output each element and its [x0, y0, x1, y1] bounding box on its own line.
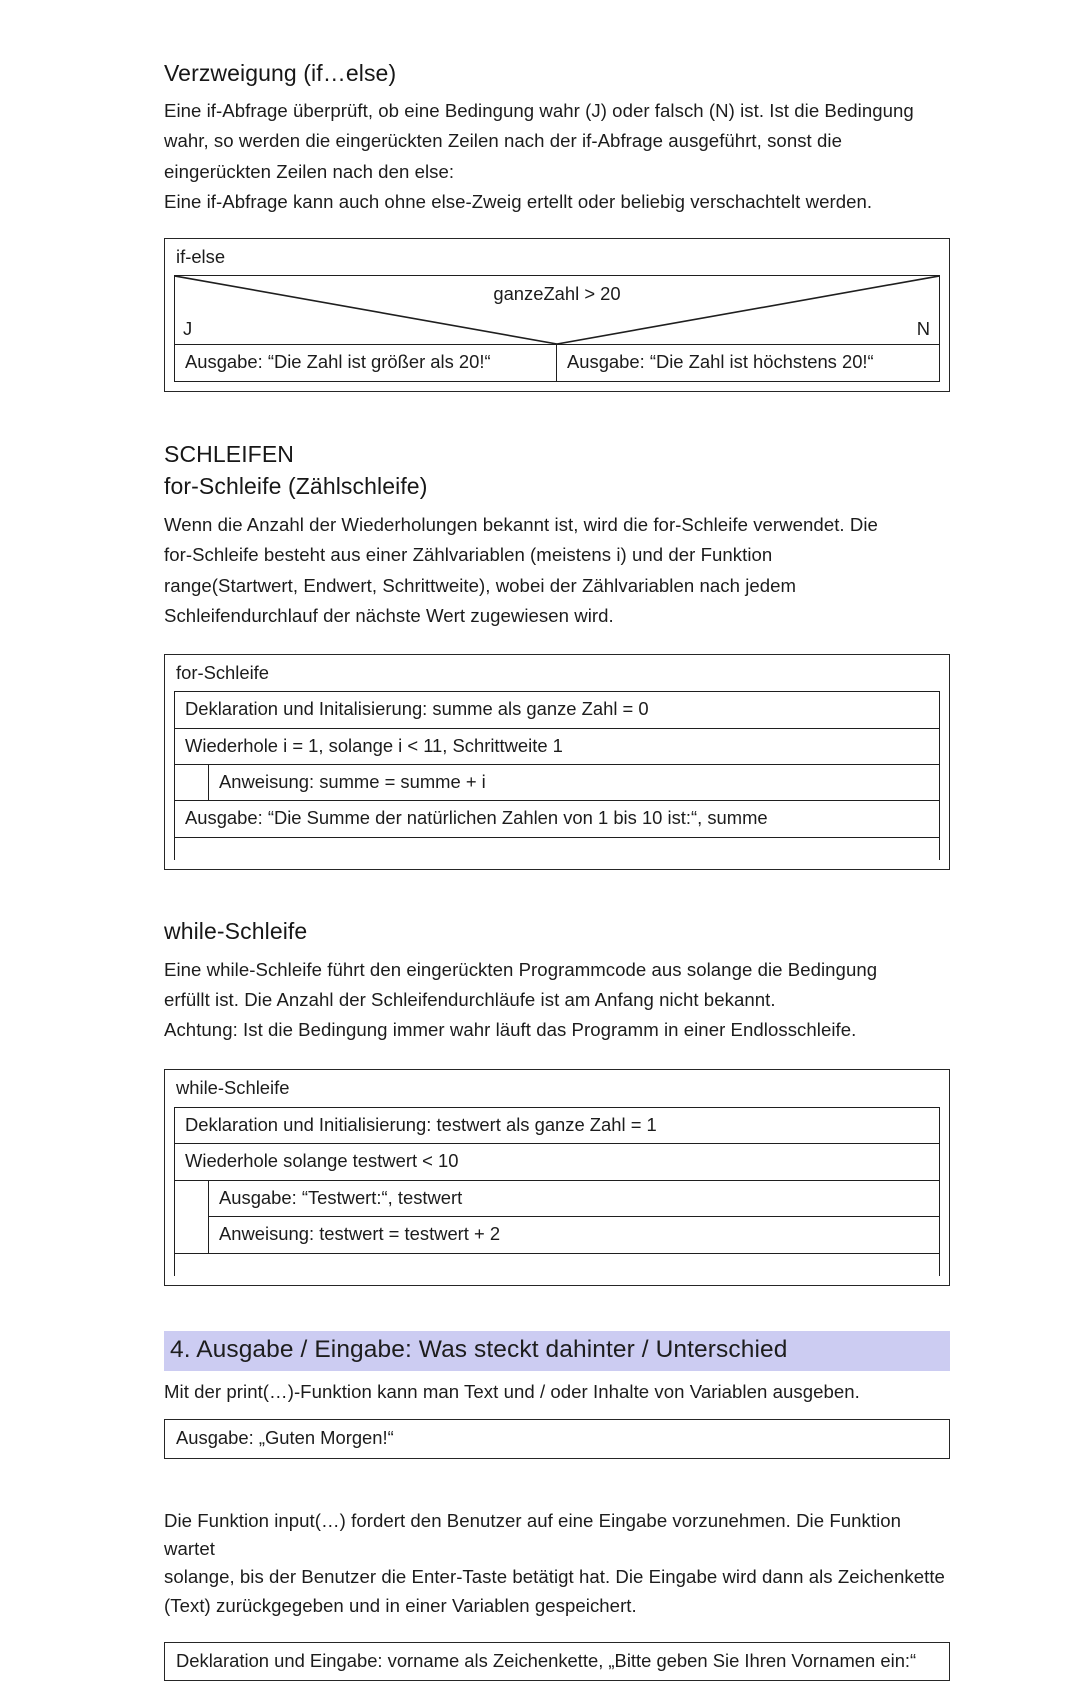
structogram-title: while-Schleife [176, 1077, 290, 1099]
structogram-row-nested: Ausgabe: “Testwert:“, testwert [209, 1181, 939, 1217]
structogram-body [174, 1107, 940, 1276]
heading-for-schleife: for-Schleife (Zählschleife) [164, 472, 428, 499]
structogram-title: if-else [176, 245, 226, 267]
structogram-row-loop-header: Wiederhole solange testwert < 10 [175, 1144, 939, 1180]
structogram-row-nested: Anweisung: testwert = testwert + 2 [219, 1223, 501, 1245]
branch-cells [175, 345, 939, 381]
structogram-row-nested: Anweisung: summe = summe + i [219, 770, 486, 792]
structogram-nested-block [175, 765, 939, 801]
paragraph-line: Eine if-Abfrage überprüft, ob eine Bedingung wahr (J) oder falsch (N) ist. Ist die Bedingung [164, 100, 914, 122]
paragraph-for-schleife [164, 510, 950, 630]
structogram-row-declaration: Deklaration und Initalisierung: summe als ganze Zahl = 0 [175, 692, 939, 728]
structogram-row-loop-header: Wiederhole i = 1, solange i < 11, Schrittweite 1 [175, 729, 939, 765]
paragraph-line: solange, bis der Benutzer die Enter-Taste betätigt hat. Die Eingabe wird dann als Zeichenkette [164, 1566, 945, 1588]
box-deklaration-eingabe: Deklaration und Eingabe: vorname als Zeichenkette, „Bitte geben Sie Ihren Vornamen ein:“ [164, 1642, 950, 1681]
structogram-footer-gap [175, 1254, 939, 1276]
paragraph-line: for-Schleife besteht aus einer Zählvariablen (meistens i) und der Funktion [164, 544, 773, 566]
structogram-body [174, 275, 940, 381]
structogram-nested-block [175, 1181, 939, 1254]
paragraph-while-schleife [164, 955, 950, 1045]
section-heading-highlight [164, 1331, 950, 1372]
branch-true-label: J [183, 317, 193, 339]
structogram-if-else [164, 238, 950, 392]
structogram-row-output: Ausgabe: “Die Summe der natürlichen Zahlen von 1 bis 10 ist:“, summe [175, 801, 939, 837]
structogram-title: for-Schleife [176, 661, 270, 683]
paragraph-line: Eine while-Schleife führt den eingerückten Programmcode aus solange die Bedingung [164, 959, 878, 981]
paragraph-verzweigung [164, 96, 950, 216]
section-heading-io: 4. Ausgabe / Eingabe: Was steckt dahinter / Unterschied [170, 1335, 788, 1363]
structogram-footer-gap [175, 838, 939, 860]
structogram-body [174, 691, 940, 860]
structogram-while-schleife [164, 1069, 950, 1285]
paragraph-line: Achtung: Ist die Bedingung immer wahr läuft das Programm in einer Endlosschleife. [164, 1019, 857, 1041]
document-page [164, 0, 950, 1681]
structogram-for-schleife [164, 654, 950, 870]
box-ausgabe-guten-morgen: Ausgabe: „Guten Morgen!“ [164, 1419, 950, 1458]
paragraph-input [164, 1507, 950, 1620]
branch-false-label: N [916, 317, 930, 339]
paragraph-line: Eine if-Abfrage kann auch ohne else-Zweig ertellt oder beliebig verschachtelt werden. [164, 190, 873, 212]
paragraph-line: Schleifendurchlauf der nächste Wert zugewiesen wird. [164, 604, 614, 626]
paragraph-line: Die Funktion input(…) fordert den Benutzer auf eine Eingabe vorzunehmen. Die Funktion wartet [164, 1509, 902, 1560]
structogram-nested-inner [208, 765, 939, 800]
branch-condition-text: ganzeZahl > 20 [493, 283, 621, 305]
branch-false-statement: Ausgabe: “Die Zahl ist höchstens 20!“ [557, 345, 939, 381]
heading-while-schleife: while-Schleife [164, 917, 308, 944]
structogram-row-declaration: Deklaration und Initialisierung: testwert als ganze Zahl = 1 [175, 1108, 939, 1144]
heading-schleifen: SCHLEIFEN [164, 440, 294, 467]
branch-condition-block [175, 276, 939, 345]
paragraph-line: range(Startwert, Endwert, Schrittweite), wobei der Zählvariablen nach jedem [164, 574, 797, 596]
branch-true-statement: Ausgabe: “Die Zahl ist größer als 20!“ [175, 345, 557, 381]
paragraph-line: Wenn die Anzahl der Wiederholungen bekannt ist, wird die for-Schleife verwendet. Die [164, 514, 878, 536]
structogram-nested-inner [208, 1181, 939, 1253]
paragraph-print: Mit der print(…)-Funktion kann man Text und / oder Inhalte von Variablen ausgeben. [164, 1381, 860, 1403]
paragraph-line: erfüllt ist. Die Anzahl der Schleifendurchläufe ist am Anfang nicht bekannt. [164, 989, 776, 1011]
paragraph-line: eingerückten Zeilen nach den else: [164, 160, 455, 182]
heading-verzweigung: Verzweigung (if…else) [164, 60, 397, 86]
paragraph-line: (Text) zurückgegeben und in einer Variablen gespeichert. [164, 1594, 637, 1616]
paragraph-line: wahr, so werden die eingerückten Zeilen nach der if-Abfrage ausgeführt, sonst die [164, 130, 842, 152]
